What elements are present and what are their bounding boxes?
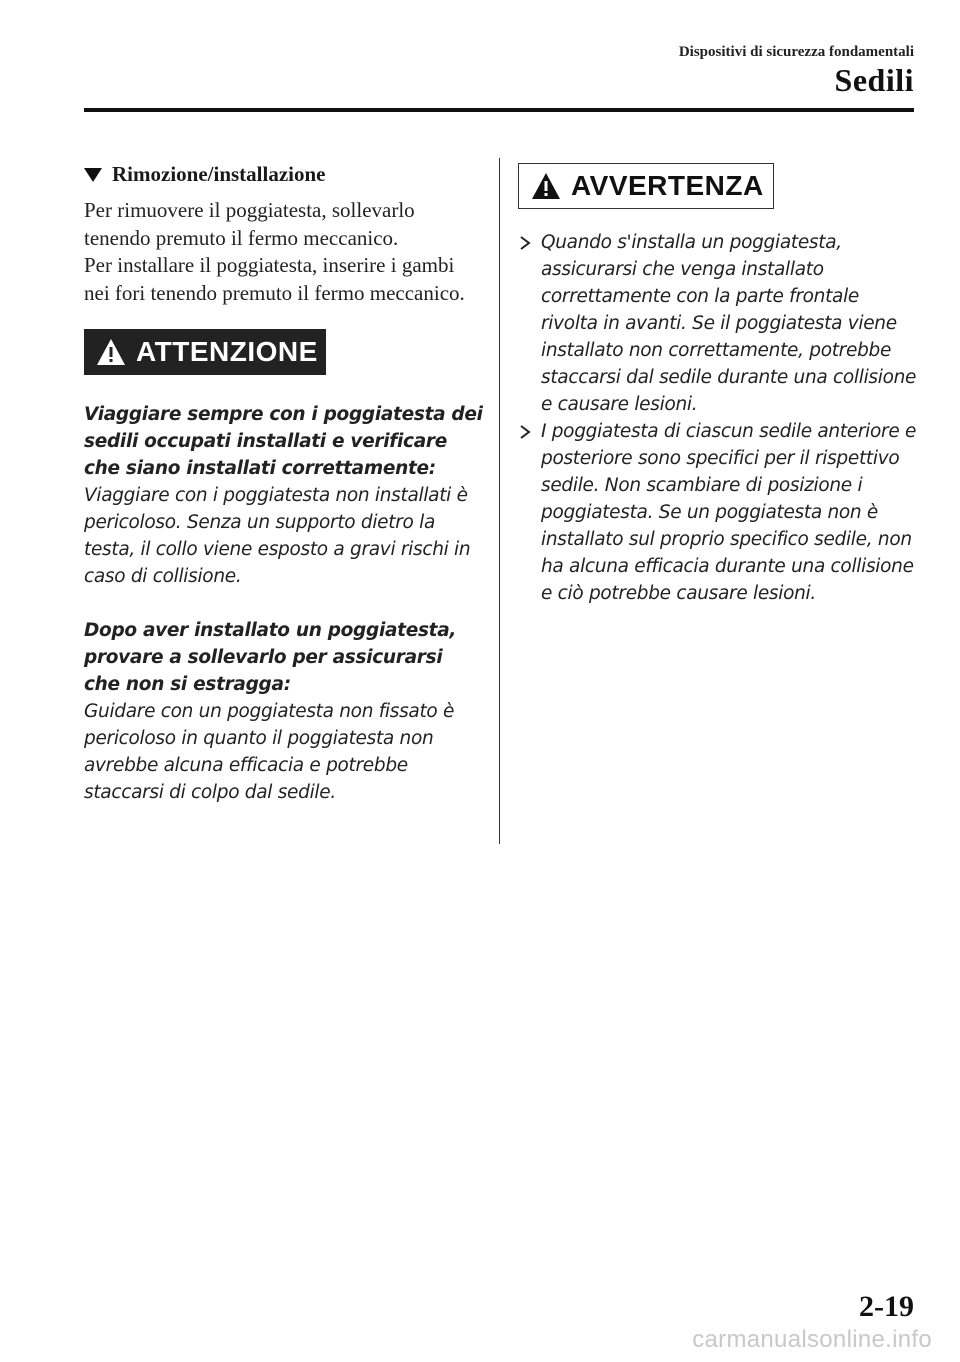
warning-label: AVVERTENZA <box>571 170 764 201</box>
caution-banner <box>84 329 326 375</box>
right-column <box>518 163 918 607</box>
section-heading <box>84 162 484 187</box>
list-item <box>518 229 918 418</box>
warning-banner <box>518 163 774 209</box>
header-divider <box>84 108 914 112</box>
spacer <box>84 590 484 617</box>
left-column <box>84 158 484 806</box>
caution-block <box>84 617 484 806</box>
list-item-text: I poggiatesta di ciascun sedile anteriore e posteriore sono specifici per il rispettivo sedile. Non scambiare di posizione i poggiatesta. Se un poggiatesta non è installato sul proprio specifico sedile, non ha alcuna efficacia durante una collisione e ciò potrebbe causare lesioni. <box>541 421 917 604</box>
caution-title: Dopo aver installato un poggiatesta, provare a sollevarlo per assicurarsi che non si estragga: <box>84 620 457 695</box>
arrow-right-icon <box>518 425 532 439</box>
triangle-down-icon <box>84 168 102 182</box>
arrow-right-icon <box>518 236 532 250</box>
page-title: Sedili <box>834 62 914 98</box>
warning-icon <box>531 172 561 200</box>
page-number: 2-19 <box>859 1290 914 1323</box>
section-heading-text: Rimozione/installazione <box>112 162 326 186</box>
warning-list <box>518 229 918 607</box>
body-paragraph: Per rimuovere il poggiatesta, sollevarlo tenendo premuto il fermo meccanico. <box>84 198 415 250</box>
caution-title: Viaggiare sempre con i poggiatesta dei sedili occupati installati e verificare che siano installati correttamente: <box>84 404 483 479</box>
body-paragraph: Per installare il poggiatesta, inserire i gambi nei fori tenendo premuto il fermo meccanico. <box>84 253 465 305</box>
list-item-text: Quando s'installa un poggiatesta, assicurarsi che venga installato correttamente con la parte frontale rivolta in avanti. Se il poggiatesta viene installato non correttamente, potrebbe staccarsi dal sedile durante una collisione e causare lesioni. <box>541 232 917 415</box>
list-item <box>518 418 918 607</box>
column-divider <box>499 158 500 844</box>
warning-icon <box>96 338 126 366</box>
caution-block <box>84 401 484 590</box>
watermark-text: carmanualsonline.info <box>692 1326 932 1353</box>
caution-label: ATTENZIONE <box>136 336 318 367</box>
caution-text: Viaggiare con i poggiatesta non installati è pericoloso. Senza un supporto dietro la testa, il collo viene esposto a gravi rischi in caso di collisione. <box>84 485 471 587</box>
section-label: Dispositivi di sicurezza fondamentali <box>678 44 914 60</box>
caution-text: Guidare con un poggiatesta non fissato è pericoloso in quanto il poggiatesta non avrebbe alcuna efficacia e potrebbe staccarsi di colpo dal sedile. <box>84 701 455 803</box>
